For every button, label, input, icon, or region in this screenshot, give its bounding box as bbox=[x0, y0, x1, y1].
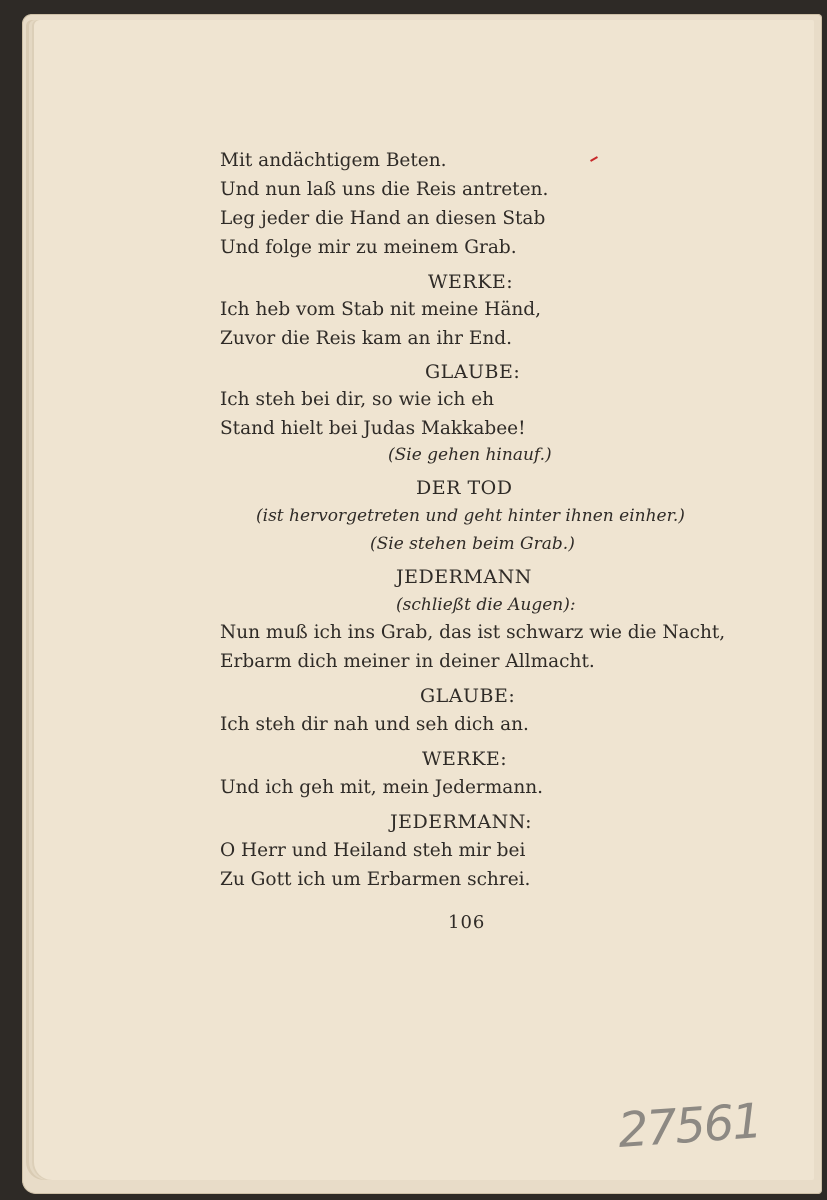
stage-direction: (Sie gehen hinauf.) bbox=[388, 445, 552, 465]
verse-line: Ich heb vom Stab nit meine Händ, bbox=[220, 299, 542, 320]
stage-direction: (ist hervorgetreten und geht hinter ihnen einher.) bbox=[256, 506, 685, 526]
handwritten-archive-number: 27561 bbox=[616, 1093, 763, 1159]
page-number: 106 bbox=[448, 912, 486, 933]
speaker-name: GLAUBE: bbox=[420, 685, 516, 707]
verse-line: Und ich geh mit, mein Jedermann. bbox=[220, 777, 544, 798]
verse-line: Leg jeder die Hand an diesen Stab bbox=[220, 208, 546, 229]
verse-line: Stand hielt bei Judas Makkabee! bbox=[220, 418, 526, 439]
verse-line: Zu Gott ich um Erbarmen schrei. bbox=[220, 869, 531, 890]
verse-line: Und folge mir zu meinem Grab. bbox=[220, 237, 517, 258]
verse-line: Erbarm dich meiner in deiner Allmacht. bbox=[220, 651, 595, 672]
verse-line: Nun muß ich ins Grab, das ist schwarz wie die Nacht, bbox=[220, 622, 726, 643]
verse-line: Zuvor die Reis kam an ihr End. bbox=[220, 328, 513, 349]
verse-line: Ich steh dir nah und seh dich an. bbox=[220, 714, 529, 735]
verse-line: Mit andächtigem Beten. bbox=[220, 150, 447, 171]
verse-line: Ich steh bei dir, so wie ich eh bbox=[220, 389, 495, 410]
speaker-name: JEDERMANN: bbox=[390, 811, 533, 833]
speaker-name: GLAUBE: bbox=[425, 361, 521, 383]
verse-line: O Herr und Heiland steh mir bei bbox=[220, 840, 526, 861]
speaker-name: JEDERMANN bbox=[396, 566, 532, 588]
stage-direction: (Sie stehen beim Grab.) bbox=[370, 534, 575, 554]
verse-line: Und nun laß uns die Reis antreten. bbox=[220, 179, 549, 200]
speaker-name: DER TOD bbox=[416, 477, 513, 499]
speaker-name: WERKE: bbox=[428, 271, 514, 293]
speaker-name: WERKE: bbox=[422, 748, 508, 770]
stage-direction: (schließt die Augen): bbox=[396, 595, 576, 615]
